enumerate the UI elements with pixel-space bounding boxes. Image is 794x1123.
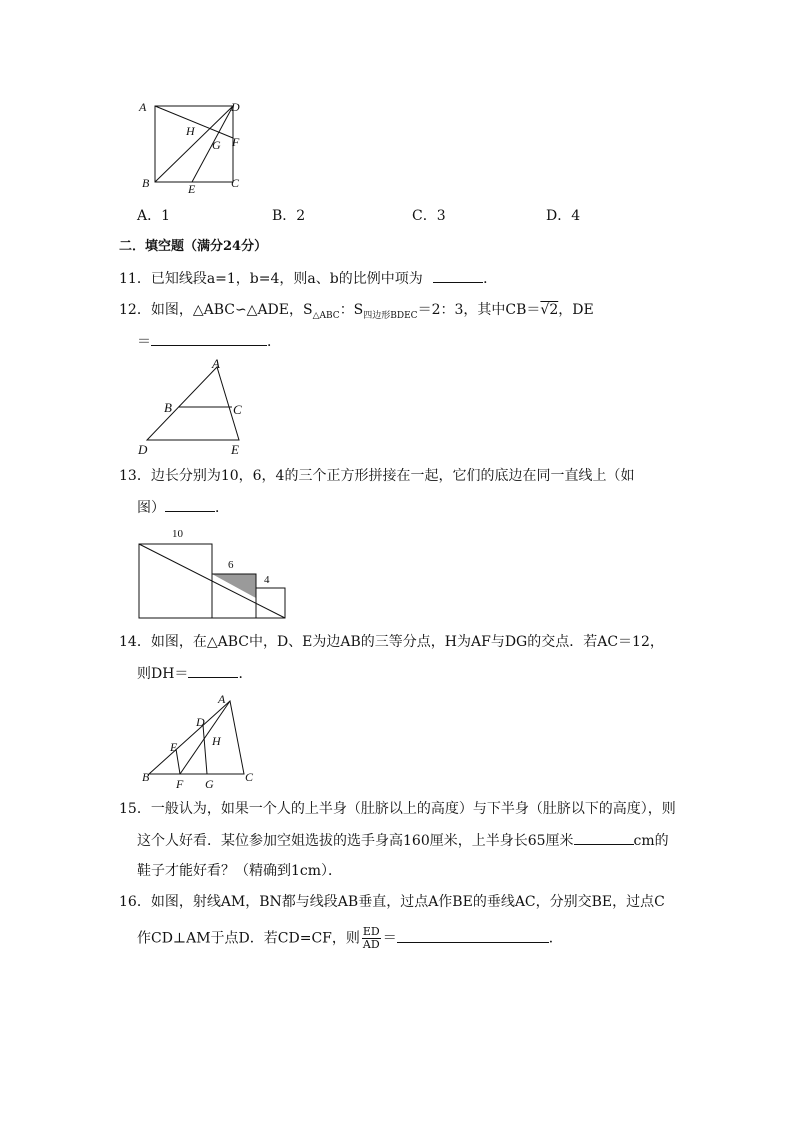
q12-label-a: A: [212, 356, 220, 371]
section-title-fill-in: 二．填空题（满分24分）: [119, 239, 268, 254]
question-12-line1: [119, 300, 594, 326]
q15-unit: cm的: [633, 833, 669, 849]
q12-label-e: E: [231, 442, 239, 457]
q16-text: 作CD⊥AM于点D．若CD=CF，则: [137, 930, 360, 947]
square-label-e: E: [188, 182, 196, 196]
q12-end: ．: [267, 334, 281, 350]
q16-eq: ＝: [382, 930, 397, 947]
q14-label-d: D: [196, 715, 205, 729]
q13-end: ．: [215, 500, 229, 516]
q15-text: 这个人好看．某位参加空姐选拔的选手身高160厘米，上半身长65厘米: [137, 833, 574, 849]
question-16-line1: 16．如图，射线AM，BN都与线段AB垂直，过点A作BE的垂线AC，分别交BE，过点C: [119, 894, 665, 910]
q16-end: ．: [548, 930, 563, 947]
q14-label-f: F: [176, 777, 184, 791]
q12-text-b: ：S: [339, 302, 364, 318]
question-12-line2: [137, 331, 281, 352]
square-label-g: G: [212, 138, 221, 152]
q12-eq: ＝: [137, 334, 151, 350]
q12-sub1: △ABC: [312, 310, 340, 321]
square-label-f: F: [232, 135, 240, 149]
square-label-b: B: [142, 176, 150, 190]
q14-label-h: H: [212, 734, 221, 748]
triangle-abc-figure: [140, 696, 260, 786]
question-15-line3: 鞋子才能好看？（精确到1cm）．: [137, 863, 343, 879]
q11-text: 11．已知线段a=1，b=4，则a、b的比例中项为: [119, 271, 423, 287]
q16-fraction: [362, 926, 381, 951]
question-13-line1: 13．边长分别为10，6，4的三个正方形拼接在一起，它们的底边在同一直线上（如: [119, 468, 635, 484]
square-label-d: D: [231, 100, 240, 114]
q14-label-e: E: [170, 740, 178, 754]
question-14-line1: 14．如图，在△ABC中，D、E为边AB的三等分点，H为AF与DG的交点．若AC＝12，: [119, 634, 664, 650]
q14-label-b: B: [142, 770, 150, 784]
square-label-h: H: [186, 124, 195, 138]
question-11: [119, 268, 497, 289]
q12-sub2: 四边形BDEC: [363, 310, 418, 321]
square-label-c: C: [231, 176, 240, 190]
q14-label-g: G: [205, 777, 214, 791]
q14-label-a: A: [218, 692, 226, 706]
q13-answer-blank[interactable]: [165, 497, 215, 512]
choice-d: D．4: [546, 208, 581, 224]
q12-answer-blank[interactable]: [151, 331, 267, 346]
q16-answer-blank[interactable]: [397, 928, 549, 943]
q11-end: ．: [483, 271, 498, 287]
square-4-label: 4: [264, 574, 270, 586]
q14-answer-blank[interactable]: [188, 663, 238, 678]
q12-label-c: C: [233, 402, 242, 417]
q14-end: ．: [238, 666, 253, 682]
q16-frac-num: ED: [362, 925, 380, 938]
question-15-line2: [137, 830, 669, 851]
q13-text: 图）: [137, 500, 165, 516]
square-10-label: 10: [172, 528, 183, 540]
q14-label-c: C: [245, 770, 254, 784]
q12-label-b: B: [164, 400, 172, 415]
q12-text-c: ＝2：3，其中CB＝: [417, 302, 541, 318]
choice-b: B．2: [272, 208, 306, 224]
question-15-line1: 15．一般认为，如果一个人的上半身（肚脐以上的高度）与下半身（肚脐以下的高度），则: [119, 801, 676, 817]
square-6-label: 6: [228, 559, 234, 571]
q12-text-a: 12．如图，△ABC∽△ADE，S: [119, 302, 313, 318]
q14-text: 则DH＝: [137, 666, 189, 682]
q16-frac-den: AD: [362, 938, 380, 951]
q12-text-d: ，DE: [558, 302, 594, 318]
question-14-line2: [137, 663, 252, 684]
q12-label-d: D: [138, 442, 148, 457]
choice-a: A．1: [137, 208, 171, 224]
choice-c: C．3: [412, 208, 446, 224]
q12-sqrt: √2: [540, 302, 559, 318]
question-13-line2: [137, 497, 229, 518]
square-label-a: A: [139, 100, 147, 114]
question-16-line2: [137, 926, 563, 951]
q11-answer-blank[interactable]: [433, 268, 483, 283]
q15-answer-blank[interactable]: [574, 830, 634, 845]
